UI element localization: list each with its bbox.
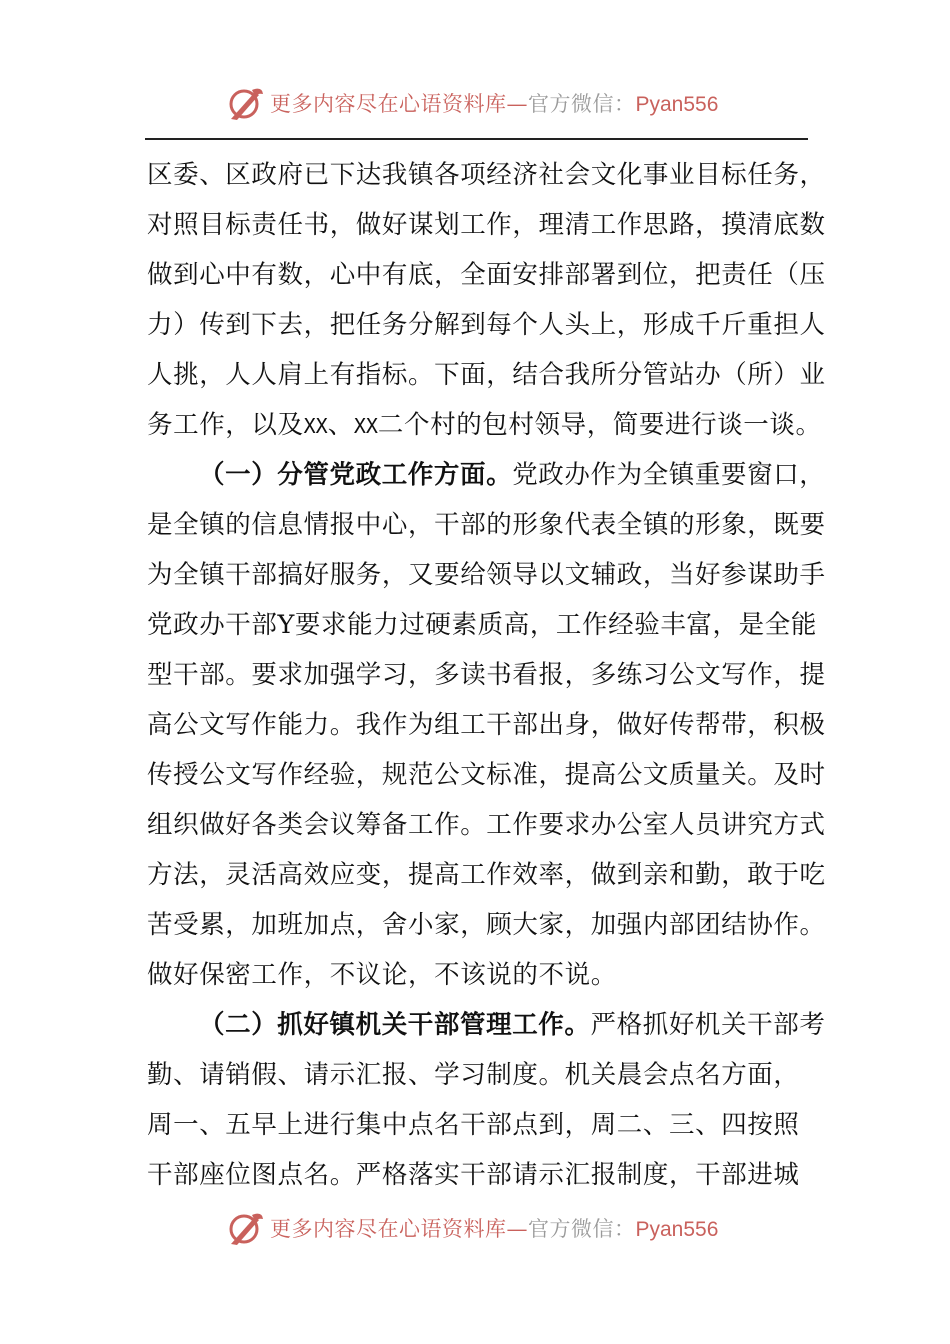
- placeholder-xx: XX: [353, 414, 378, 438]
- document-body: [147, 150, 826, 1200]
- text-line: 党政办干部Y要求能力过硬素质高，工作经验丰富，是全能: [147, 610, 817, 640]
- text-segment: 严格抓好机关干部考: [590, 1010, 826, 1040]
- text-line: 苦受累，加班加点，舍小家，顾大家，加强内部团结协作。: [147, 910, 826, 940]
- text-line: 组织做好各类会议筹备工作。工作要求办公室人员讲究方式: [147, 810, 826, 840]
- text-line: 对照目标责任书，做好谋划工作，理清工作思路，摸清底数: [147, 210, 826, 240]
- text-line: 人挑，人人肩上有指标。下面，结合我所分管站办（所）业: [147, 360, 826, 390]
- section-heading-line: [147, 450, 826, 500]
- text-line: 区委、区政府已下达我镇各项经济社会文化事业目标任务，: [147, 160, 826, 190]
- section-heading-1: （一）分管党政工作方面。: [199, 460, 513, 490]
- watermark-site: 更多内容尽在心语资料库: [270, 92, 507, 116]
- watermark-wechat-label: 官方微信：: [528, 92, 636, 116]
- text-line: 方法，灵活高效应变，提高工作效率，做到亲和勤，敢于吃: [147, 860, 826, 890]
- text-segment: 务工作，以及: [147, 410, 304, 440]
- watermark-site: 更多内容尽在心语资料库: [270, 1217, 507, 1241]
- text-line: 干部座位图点名。严格落实干部请示汇报制度，干部进城: [147, 1160, 800, 1190]
- footer-watermark: [0, 1205, 950, 1255]
- watermark-wechat-id: Pyan556: [635, 93, 719, 116]
- header-rule: [145, 138, 808, 140]
- pen-logo-icon: [225, 84, 265, 124]
- watermark-wechat-id: Pyan556: [635, 1218, 719, 1241]
- text-line: 高公文写作能力。我作为组工干部出身，做好传帮带，积极: [147, 710, 826, 740]
- watermark-dash: —: [506, 1217, 528, 1241]
- text-line: 型干部。要求加强学习，多读书看报，多练习公文写作，提: [147, 660, 826, 690]
- text-line: [147, 400, 822, 450]
- watermark-wechat-label: 官方微信：: [528, 1217, 636, 1241]
- section-heading-line: [147, 1000, 826, 1050]
- header-watermark: [0, 80, 950, 130]
- placeholder-xx: XX: [303, 414, 328, 438]
- watermark-dash: —: [506, 92, 528, 116]
- text-line: 做好保密工作，不议论，不该说的不说。: [147, 960, 617, 990]
- text-line: 力）传到下去，把任务分解到每个人头上，形成千斤重担人: [147, 310, 826, 340]
- watermark-text: [270, 1215, 718, 1244]
- text-line: 是全镇的信息情报中心，干部的形象代表全镇的形象，既要: [147, 510, 826, 540]
- text-line: 传授公文写作经验，规范公文标准，提高公文质量关。及时: [147, 760, 826, 790]
- text-segment: 党政办作为全镇重要窗口，: [512, 460, 826, 490]
- text-line: 为全镇干部搞好服务，又要给领导以文辅政，当好参谋助手: [147, 560, 826, 590]
- section-heading-2: （二）抓好镇机关干部管理工作。: [199, 1010, 591, 1040]
- pen-logo-icon: [225, 1209, 265, 1249]
- text-segment: 、: [327, 410, 354, 440]
- text-line: 做到心中有数，心中有底，全面安排部署到位，把责任（压: [147, 260, 826, 290]
- text-line: 周一、五早上进行集中点名干部点到，周二、三、四按照: [147, 1110, 800, 1140]
- watermark-text: [270, 90, 718, 119]
- text-line: 勤、请销假、请示汇报、学习制度。机关晨会点名方面，: [147, 1060, 800, 1090]
- text-segment: 二个村的包村领导，简要进行谈一谈。: [377, 410, 822, 440]
